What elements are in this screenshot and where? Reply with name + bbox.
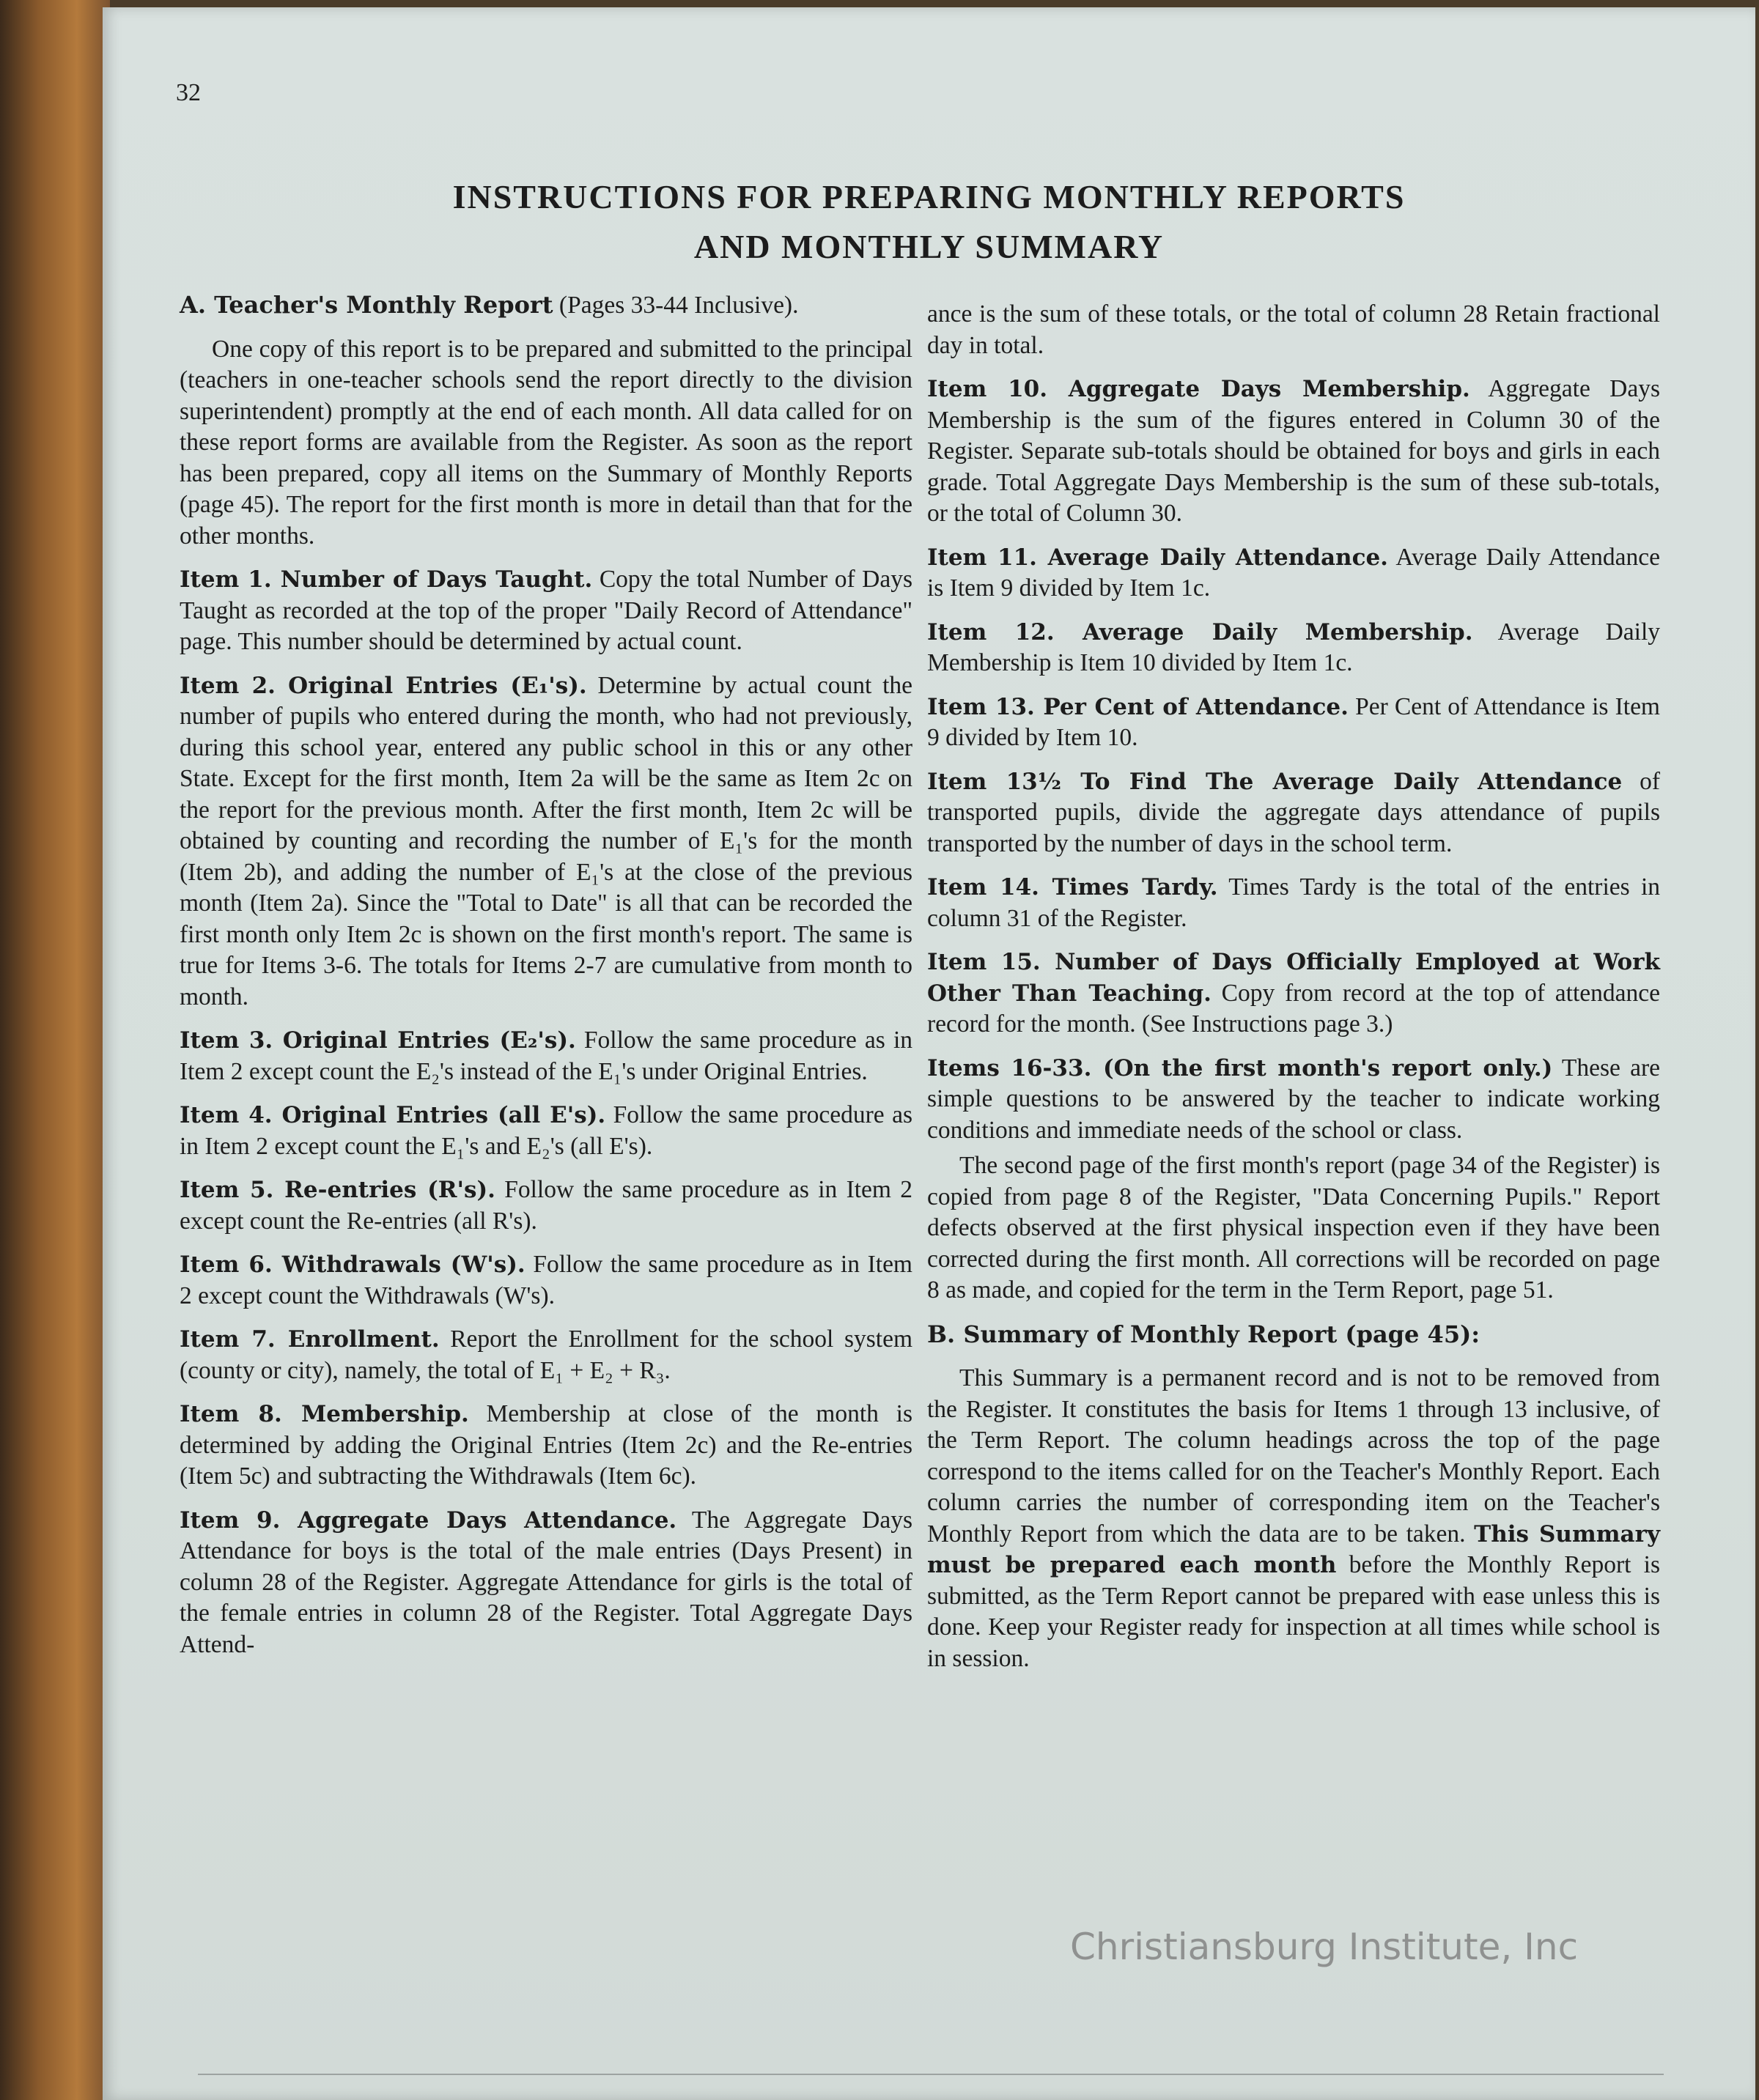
item-1-heading: Item 1. Number of Days Taught. bbox=[180, 566, 593, 593]
item-15 bbox=[927, 947, 1660, 1040]
section-b-emphasis: This Summary must be prepared each month bbox=[927, 1520, 1660, 1578]
document-page bbox=[103, 7, 1755, 2100]
item-13-half-text: of transported pupils, divide the aggregate days attendance of pupils transported by the number of days in the school term. bbox=[927, 767, 1661, 857]
section-b-text-2: before the Monthly Report is submitted, as the Term Report cannot be prepared with ease unless this is done. Keep your Register ready for inspection at all times while school is in session. bbox=[927, 1551, 1660, 1672]
page-title-line-2: AND MONTHLY SUMMARY bbox=[693, 228, 1165, 265]
items-16-33-heading: Items 16-33. (On the first month's report only.) bbox=[927, 1054, 1553, 1082]
item-4-heading: Item 4. Original Entries (all E's). bbox=[180, 1102, 606, 1128]
second-page-paragraph: The second page of the first month's report (page 34 of the Register) is copied from page 8 of the Register, "Data Concerning Pupils." Report defects observed at the first physical inspection even if they have been corrected during the first month. All corrections will be recorded on page 8 as made, and copied for the term in the Term Report, page 51. bbox=[927, 1152, 1660, 1304]
item-14-text: Times Tardy is the total of the entries in column 31 of the Register. bbox=[927, 873, 1661, 932]
items-16-33-text: These are simple questions to be answered by the teacher to indicate working conditions and immediate needs of the school or class. bbox=[927, 1054, 1660, 1144]
intro-paragraph: One copy of this report is to be prepared and submitted to the principal (teachers in one-teacher schools send the report directly to the division superintendent) promptly at the end of each month. All data called for on these report forms are available from the Register. As soon as the report has been prepared, copy all items on the Summary of Monthly Reports (page 45). The report for the first month is more in detail than that for the other months. bbox=[180, 335, 912, 550]
item-10 bbox=[927, 374, 1660, 530]
item-7-heading: Item 7. Enrollment. bbox=[180, 1326, 440, 1353]
item-9-text: The Aggregate Days Attendance for boys is the total of the male entries (Days Present) in column 28 of the Register. Aggregate Attendance for girls is the total of the female entries in column 28 of the Register. Total Aggregate Days Attend- bbox=[180, 1506, 912, 1658]
item-8-heading: Item 8. Membership. bbox=[180, 1401, 469, 1427]
right-column bbox=[927, 299, 1660, 1687]
item-14 bbox=[927, 872, 1660, 934]
item-13-half bbox=[927, 766, 1660, 860]
section-a-heading: A. Teacher's Monthly Report bbox=[180, 291, 553, 319]
item-7 bbox=[180, 1324, 912, 1386]
watermark: Christiansburg Institute, Inc bbox=[1070, 1926, 1579, 1968]
item-6-heading: Item 6. Withdrawals (W's). bbox=[180, 1252, 526, 1278]
page-number: 32 bbox=[176, 79, 201, 106]
section-b-paragraph bbox=[927, 1363, 1660, 1674]
item-13 bbox=[927, 692, 1660, 754]
item-11 bbox=[927, 542, 1660, 605]
item-5-heading: Item 5. Re-entries (R's). bbox=[180, 1177, 495, 1203]
item-4 bbox=[180, 1100, 912, 1162]
item-3-heading: Item 3. Original Entries (E₂'s). bbox=[180, 1027, 576, 1054]
item-6-text: Follow the same procedure as in Item 2 except count the Withdrawals (W's). bbox=[180, 1251, 912, 1309]
item-10-text: Aggregate Days Membership is the sum of the figures entered in Column 30 of the Register. Separate sub-totals should be obtained for boys and girls in each grade. Total Aggregate Days Membership is the sum of these sub-totals, or the total of Column 30. bbox=[927, 375, 1661, 527]
item-13-text: Per Cent of Attendance is Item 9 divided by Item 10. bbox=[927, 692, 1660, 751]
item-13-half-heading: Item 13½ To Find The Average Daily Attendance bbox=[927, 768, 1623, 795]
item-9 bbox=[180, 1505, 912, 1661]
item-10-heading: Item 10. Aggregate Days Membership. bbox=[927, 376, 1470, 402]
item-8 bbox=[180, 1399, 912, 1493]
item-11-text: Average Daily Attendance is Item 9 divided by Item 1c. bbox=[927, 543, 1660, 602]
item-7-text: Report the Enrollment for the school system (county or city), namely, the total of E₁ + E₂ + R₃. bbox=[180, 1326, 912, 1384]
section-a bbox=[180, 289, 912, 322]
section-b-text-1: This Summary is a permanent record and is not to be removed from the Register. It constitutes the basis for Items 1 through 13 inclusive, of the Term Report. The column headings across the top of the page correspond to the items called for on the Teacher's Monthly Report. Each column carries the number of corresponding item on the Teacher's Monthly Report from which the data are to be taken. bbox=[927, 1364, 1660, 1548]
item-1-text: Copy the total Number of Days Taught as recorded at the top of the proper "Daily Record of Attendance" page. This number should be determined by actual count. bbox=[180, 566, 912, 655]
item-6 bbox=[180, 1249, 912, 1312]
item-13-heading: Item 13. Per Cent of Attendance. bbox=[927, 693, 1349, 720]
item-15-heading: Item 15. Number of Days Officially Employed at Work Other Than Teaching. bbox=[927, 949, 1660, 1007]
item-2 bbox=[180, 670, 912, 1013]
item-12-heading: Item 12. Average Daily Membership. bbox=[927, 618, 1473, 646]
item-2-text: Determine by actual count the number of pupils who entered during the month, who had not previously, during this school year, entered any public school in this or any other State. Except for the first month, Item 2a will be the same as Item 2c on the report for the previous month. After the first month, Item 2c will be obtained by counting and recording the number of E₁'s for the month (Item 2b), and adding the number of E₁'s at the close of the previous month (Item 2a). Since the "Total to Date" is all that can be recorded the first month only Item 2c is shown on the first month's report. The same is true for Items 3-6. The totals for Items 2-7 are cumulative from month to month. bbox=[180, 671, 912, 1010]
item-1 bbox=[180, 564, 912, 658]
item-12 bbox=[927, 617, 1660, 679]
page-title-line-1: INSTRUCTIONS FOR PREPARING MONTHLY REPORTS bbox=[452, 178, 1406, 215]
item-14-heading: Item 14. Times Tardy. bbox=[927, 874, 1218, 901]
item-9-continued: ance is the sum of these totals, or the total of column 28 Retain fractional day in total. bbox=[927, 300, 1660, 359]
book-binding bbox=[0, 0, 110, 2100]
item-3 bbox=[180, 1025, 912, 1087]
item-15-text: Copy from record at the top of attendance record for the month. (See Instructions page 3.) bbox=[927, 979, 1660, 1038]
bottom-rule bbox=[198, 2074, 1664, 2075]
item-9-heading: Item 9. Aggregate Days Attendance. bbox=[180, 1506, 677, 1534]
item-11-heading: Item 11. Average Daily Attendance. bbox=[927, 544, 1388, 571]
section-b bbox=[927, 1319, 1660, 1351]
item-8-text: Membership at close of the month is determined by adding the Original Entries (Item 2c) and the Re-entries (Item 5c) and subtracting the Withdrawals (Item 6c). bbox=[180, 1400, 912, 1490]
section-b-heading: B. Summary of Monthly Report (page 45): bbox=[927, 1320, 1480, 1348]
item-5-text: Follow the same procedure as in Item 2 except count the Re-entries (all R's). bbox=[180, 1176, 912, 1235]
left-column bbox=[180, 289, 912, 1673]
section-a-pages: (Pages 33-44 Inclusive). bbox=[553, 292, 799, 319]
item-4-text: Follow the same procedure as in Item 2 except count the E₁'s and E₂'s (all E's). bbox=[180, 1101, 912, 1160]
item-3-text: Follow the same procedure as in Item 2 except count the E₂'s instead of the E₁'s under Original Entries. bbox=[180, 1027, 912, 1085]
item-12-text: Average Daily Membership is Item 10 divided by Item 1c. bbox=[927, 618, 1660, 676]
item-2-heading: Item 2. Original Entries (E₁'s). bbox=[180, 672, 587, 699]
item-5 bbox=[180, 1175, 912, 1237]
items-16-33 bbox=[927, 1053, 1660, 1147]
